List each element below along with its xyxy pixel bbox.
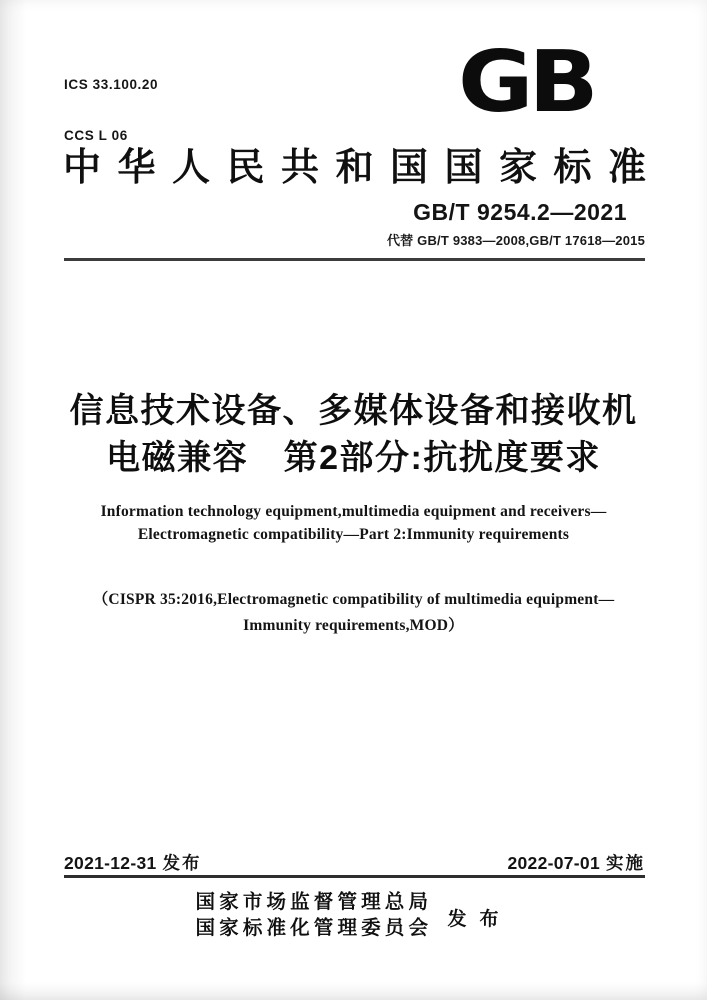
issuer-line1: 国家市场监督管理总局 — [195, 890, 432, 913]
chinese-title-line2: 电磁兼容 第2部分:抗扰度要求 — [106, 439, 601, 477]
ics-code: ICS 33.100.20 — [64, 77, 159, 92]
issuing-bodies-names — [195, 889, 431, 941]
implementation-date-label: 实施 — [606, 853, 645, 873]
implementation-date: 2022-07-01 — [507, 853, 600, 873]
issue-date: 2021-12-31 — [64, 853, 157, 873]
adoption-line1: （CISPR 35:2016,Electromagnetic compatibility of multimedia equipment— — [92, 591, 615, 608]
issue-date-group — [64, 850, 202, 875]
standard-number: GB/T 9254.2—2021 — [413, 199, 627, 225]
issuer-line2: 国家标准化管理委员会 — [195, 916, 432, 939]
replaced-standards: 代替 GB/T 9383—2008,GB/T 17618—2015 — [386, 233, 645, 248]
page-title: 中华人民共和国国家标准 — [63, 144, 646, 189]
adoption-line2: Immunity requirements,MOD） — [243, 617, 464, 634]
top-divider — [64, 258, 645, 261]
adoption-note — [0, 587, 707, 639]
english-title-line1: Information technology equipment,multimedia equipment and receivers— — [100, 503, 607, 520]
bottom-divider — [64, 875, 645, 878]
implementation-date-group — [507, 850, 645, 875]
dates-row — [64, 850, 645, 875]
gb-logo: GB — [458, 32, 594, 132]
issuing-bodies — [0, 889, 707, 941]
chinese-title-line1: 信息技术设备、多媒体设备和接收机 — [69, 392, 638, 430]
ccs-code: CCS L 06 — [64, 128, 128, 143]
english-title — [0, 500, 707, 546]
publish-label: 发布 — [447, 907, 512, 930]
english-title-line2: Electromagnetic compatibility—Part 2:Immunity requirements — [137, 526, 570, 543]
chinese-title — [0, 388, 707, 482]
issue-date-label: 发布 — [162, 853, 202, 873]
